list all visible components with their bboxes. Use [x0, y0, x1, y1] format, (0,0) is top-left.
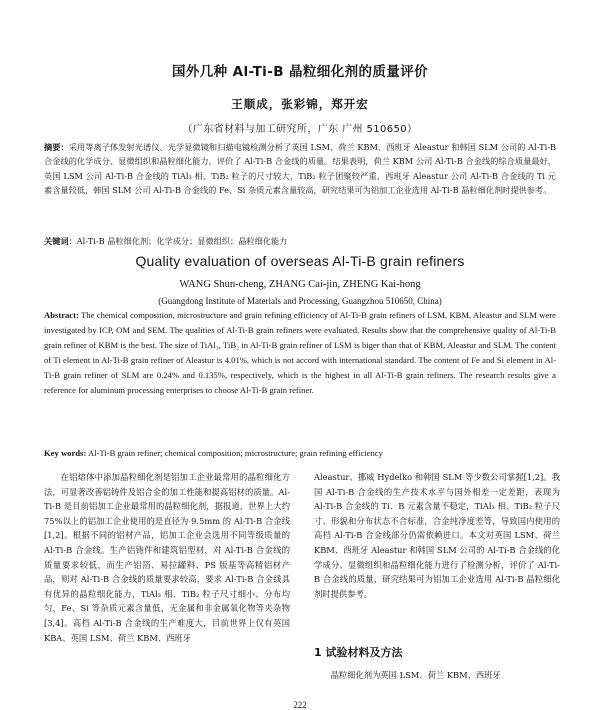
chinese-authors: 王顺成，张彩锦，郑开宏 — [231, 97, 369, 111]
chinese-keywords — [44, 234, 556, 248]
chinese-abstract — [44, 140, 556, 197]
intro-paragraph-right: Aleastur、挪威 Hydelko 和韩国 SLM 等少数公司掌握[1,2]。我国 Al-Ti-B 合金线的生产技术水平与国外相差一定差距，表现为 Al-Ti-B 合金线的 Ti、B 元素含量不稳定，TiAl₃ 相、TiB₂ 粒子尺寸、形貌和分布状态不合标准，合金纯净度差等，导致国内使用的高档 Al-Ti-B 合金线部分仍需依赖进口。本文对英国 LSM、荷兰 KBM、西班牙 Aleastur 和韩国 SLM 公司的 Al-Ti-B 合金线的化学成分、显微组织和晶粒细化能力进行了检测分析，评价了 Al-Ti-B 合金线的质量，研究结果可为铝加工企业选用 Al-Ti-B 晶粒细化剂时提供参考。 — [314, 472, 560, 599]
english-title: Quality evaluation of overseas Al-Ti-B grain refiners — [135, 253, 465, 269]
english-abstract — [44, 308, 556, 397]
body-column-right — [314, 470, 560, 601]
english-abstract-label: Abstract: — [44, 310, 79, 320]
section-heading: 1 试验材料及方法 — [314, 646, 403, 659]
chinese-abstract-text: 采用等离子体发射光谱仪、光学显微镜和扫描电镜检测分析了英国 LSM、荷兰 KBM、西班牙 Aleastur 和韩国 SLM 公司的 Al-Ti-B 合金线的化学成分、显微组织和晶粒细化能力，评价了 Al-Ti-B 合金线的质量。结果表明，荷兰 KBM 公司 Al-Ti-B 合金线的综合质量最好，英国 LSM 公司 Al-Ti-B 合金线的 TiAl₃ 相、TiB₂ 粒子的尺寸较大，TiB₂ 粒子团聚较严重，西班牙 Aleastur 公司 Al-Ti-B 合金线的 Ti 元素含量较低，韩国 SLM 公司 Al-Ti-B 合金线的 Fe、Si 杂质元素含量较高，研究结果可为铝加工企业选用 Al-Ti-B 晶粒细化剂时提供参考。 — [44, 142, 556, 195]
english-authors: WANG Shun-cheng, ZHANG Cai-jin, ZHENG Kai-hong — [179, 279, 421, 290]
english-affiliation: (Guangdong Institute of Materials and Processing, Guangzhou 510650, China) — [158, 296, 442, 306]
chinese-title: 国外几种 Al-Ti-B 晶粒细化剂的质量评价 — [171, 64, 429, 80]
chinese-keywords-text: Al-Ti-B 晶粒细化剂；化学成分；显微组织；晶粒细化能力 — [76, 236, 288, 246]
body-column-left — [44, 470, 290, 645]
english-abstract-text: The chemical composition, microstructure and grain refining efficiency of Al-Ti-B grain refiners of LSM, KBM, Aleastur and SLM were investigated by ICP, OM and SEM. The qualities of Al-Ti-B grain refiners were evaluated. Results show that the comprehensive quality of Al-Ti-B grain refiner of KBM is the best. The size of TiAl₃, TiB₂ in Al-Ti-B grain refiner of LSM is biger than that of KBM, Aleastur and SLM. The content of Ti element in Al-Ti-B grain refiner of Aleastur is 4.01%, which is not accord with international standard. The content of Fe and Si element in Al-Ti-B grain refiner of SLM are 0.24% and 0.135%, respectively, which is the highest in all Al-Ti-B grain refiners. The research results give a reference for aluminum processing enterprises to choose Al-Ti-B grain refiner. — [44, 310, 556, 395]
english-keywords-text: Al-Ti-B grain refiner; chemical composition; microstructure; grain refining efficiency — [87, 448, 383, 458]
section-paragraph: 晶粒细化剂为英国 LSM、荷兰 KBM、西班牙 — [330, 670, 501, 680]
intro-paragraph-left: 在铝熔体中添加晶粒细化剂是铝加工企业最常用的晶粒细化方法，可显著改善铝铸件及铝合金的加工性能和提高铝材的质量。Al-Ti-B 是目前铝加工企业最常用的晶粒细化剂，据报道，世界上大约 75%以上的铝加工企业使用的是直径为 9.5mm 的 Al-Ti-B 合金线[1,2]。根据不同的铝材产品，铝加工企业会选用不同等级质量的 Al-Ti-B 合金线。生产铝铸件和建筑铝型材，对 Al-Ti-B 合金线的质量要求较低，而生产铝箔、易拉罐料、PS 版基等高精铝材产品，则对 Al-Ti-B 合金线的质量要求较高，要求 Al-Ti-B 合金线具有优异的晶粒细化能力，TiAl₃ 相、TiB₂ 粒子尺寸细小、分布均匀，Fe、Si 等杂质元素含量低，无金属和非金属氧化物等夹杂物[3,4]。高档 Al-Ti-B 合金线的生产难度大，目前世界上仅有英国 KBA、英国 LSM、荷兰 KBM、西班牙 — [44, 472, 290, 643]
page-number: 222 — [293, 700, 307, 710]
chinese-affiliation: （广东省材料与加工研究所，广东 广州 510650） — [182, 124, 418, 135]
english-keywords — [44, 447, 556, 460]
chinese-keywords-label: 关键词： — [44, 236, 77, 246]
english-keywords-label: Key words: — [44, 448, 87, 458]
section-body — [314, 668, 560, 682]
chinese-abstract-label: 摘要： — [44, 142, 69, 152]
